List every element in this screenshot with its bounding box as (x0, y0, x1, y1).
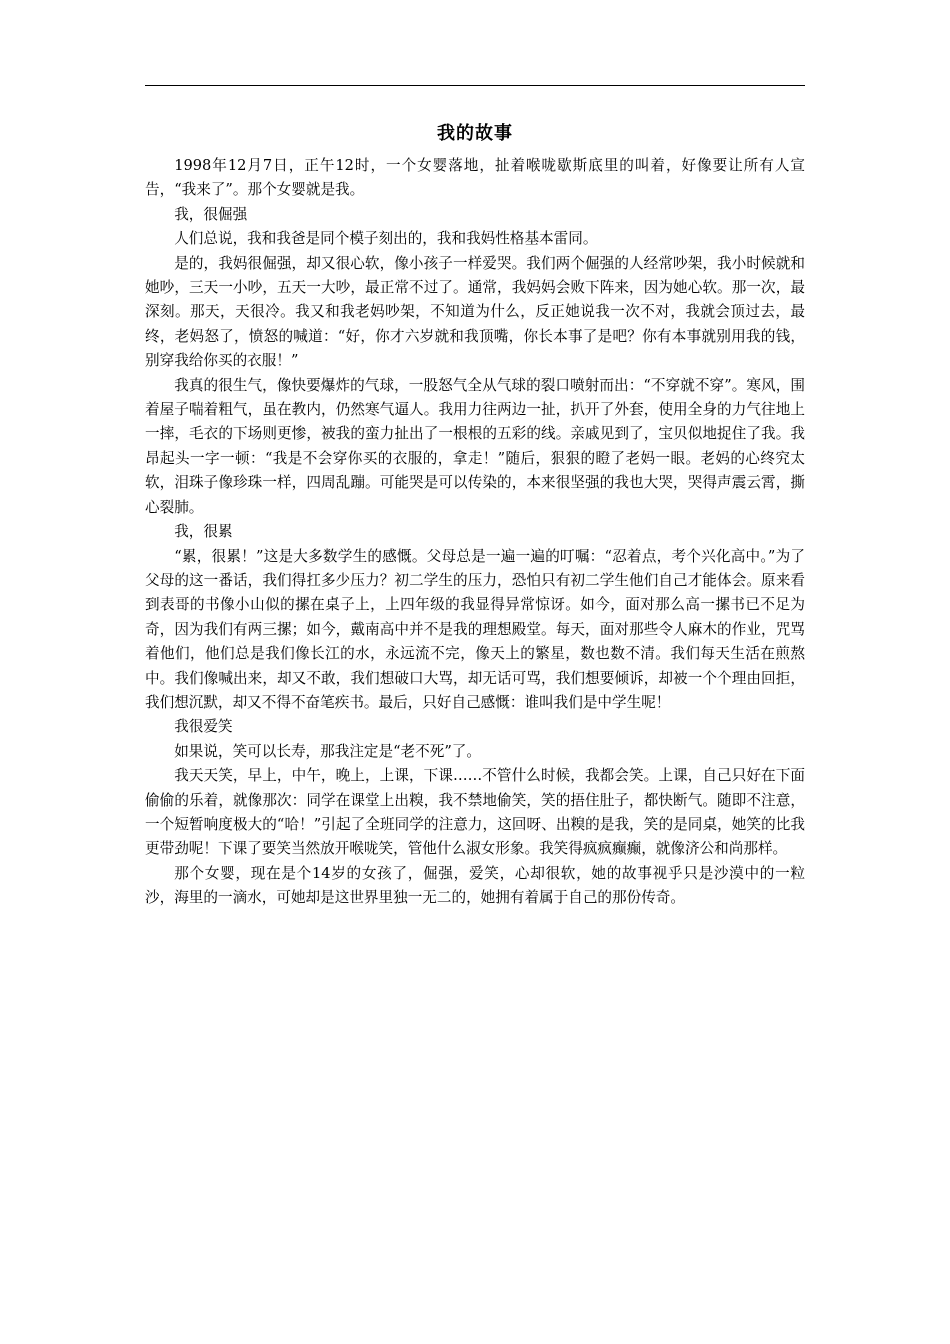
paragraph: 是的，我妈很倔强，却又很心软，像小孩子一样爱哭。我们两个倔强的人经常吵架，我小时候就和她吵，三天一小吵，五天一大吵，最正常不过了。通常，我妈妈会败下阵来，因为她心软。那一次，最深刻。那天，天很冷。我又和我老妈吵架，不知道为什么，反正她说我一次不对，我就会顶过去，最终，老妈怒了，愤怒的喊道：“好，你才六岁就和我顶嘴，你长本事了是吧？你有本事就别用我的钱，别穿我给你买的衣服！” (145, 254, 805, 370)
document-body (145, 118, 805, 911)
header-rule (145, 85, 805, 86)
paragraph: 如果说，笑可以长寿，那我注定是“老不死”了。 (174, 742, 481, 760)
paragraph-conclusion: 那个女婴，现在是个14岁的女孩了，倔强，爱笑，心却很软，她的故事视乎只是沙漠中的一粒沙，海里的一滴水，可她却是这世界里独一无二的，她拥有着属于自己的那份传奇。 (145, 864, 805, 907)
paragraph: 我真的很生气，像快要爆炸的气球，一股怒气全从气球的裂口喷射而出：“不穿就不穿”。寒风，围着屋子喘着粗气，虽在教内，仍然寒气逼人。我用力往两边一扯，扒开了外套，使用全身的力气往地上一摔，毛衣的下场则更惨，被我的蛮力扯出了一根根的五彩的线。亲戚见到了，宝贝似地捉住了我。我昂起头一字一顿：“我是不会穿你买的衣服的，拿走！”随后，狠狠的瞪了老妈一眼。老妈的心终究太软，泪珠子像珍珠一样，四周乱蹦。可能哭是可以传染的，本来很坚强的我也大哭，哭得声震云霄，撕心裂肺。 (145, 376, 805, 516)
section-heading-tired: 我，很累 (174, 523, 233, 541)
document-title: 我的故事 (437, 123, 513, 144)
section-heading-stubborn: 我，很倔强 (174, 205, 248, 223)
paragraph: 人们总说，我和我爸是同个模子刻出的，我和我妈性格基本雷同。 (174, 230, 598, 248)
paragraph: “累，很累！”这是大多数学生的感慨。父母总是一遍一遍的叮嘱：“忍着点，考个兴化高中。”为了父母的这一番话，我们得扛多少压力？初二学生的压力，恐怕只有初二学生他们自己才能体会。原来看到表哥的书像小山似的摞在桌子上，上四年级的我显得异常惊讶。如今，面对那么高一摞书已不足为奇，因为我们有两三摞；如今，戴南高中并不是我的理想殿堂。每天，面对那些令人麻木的作业，咒骂着他们，他们总是我们像长江的水，永远流不完，像天上的繁星，数也数不清。我们每天生活在煎熬中。我们像喊出来，却又不敢，我们想破口大骂，却无话可骂，我们想要倾诉，却被一个个理由回拒，我们想沉默，却又不得不奋笔疾书。最后，只好自己感慨：谁叫我们是中学生呢！ (145, 547, 805, 711)
paragraph-intro: 1998年12月7日，正午12时，一个女婴落地，扯着喉咙歇斯底里的叫着，好像要让所有人宣告，“我来了”。那个女婴就是我。 (145, 157, 805, 199)
section-heading-laugh: 我很爱笑 (174, 718, 233, 736)
paragraph: 我天天笑，早上，中午，晚上，上课，下课……不管什么时候，我都会笑。上课，自己只好在下面偷偷的乐着，就像那次：同学在课堂上出糗，我不禁地偷笑，笑的捂住肚子，都快断气。随即不注意，一个短暂响度极大的“哈！”引起了全班同学的注意力，这回呀、出糗的是我，笑的是同桌，她笑的比我更带劲呢！下课了要笑当然放开喉咙笑，管他什么淑女形象。我笑得疯疯癫癫，就像济公和尚那样。 (145, 767, 805, 858)
